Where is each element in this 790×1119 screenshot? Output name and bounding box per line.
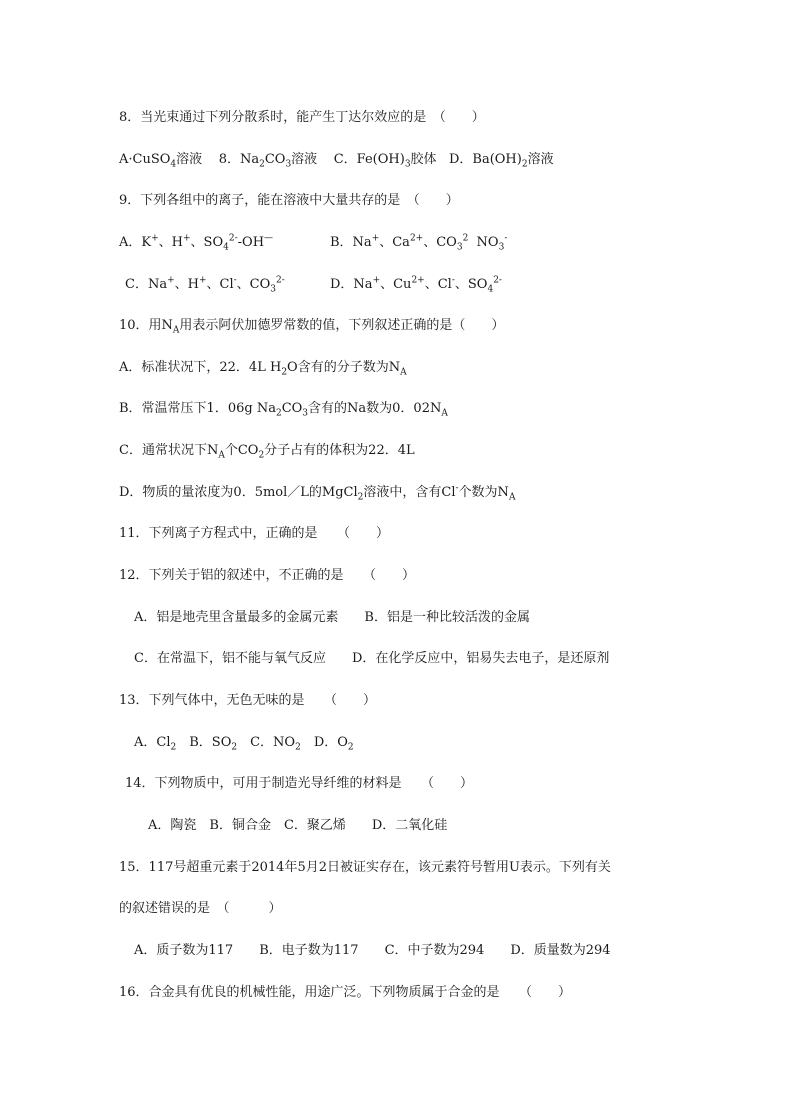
question-15-options: A．质子数为117 B．电子数为117 C．中子数为294 D．质量数为294: [134, 943, 611, 958]
question-10-option-b: B．常温常压下1．06g $Na_2CO_3$含有的Na数为0．$02N_A$: [119, 401, 448, 419]
question-9-option-d: D．Na+、$Cu^{2+}$、Cl-、$SO_4^{2-}$: [330, 275, 502, 295]
question-10-option-d: D．物质的量浓度为0．5mol／L的MgCl$_2$溶液中，含有Cl-个数为$N_A$: [119, 483, 516, 503]
question-10-option-c: C．通常状况下$N_A$个$CO_2$分子占有的体积为22．4L: [119, 443, 415, 461]
question-14-stem: 14．下列物质中，可用于制造光导纤维的材料是 （ ）: [125, 776, 474, 791]
option-b: 8．$Na_2CO_3$溶液: [218, 152, 318, 170]
question-15-stem-line-1: 15．117号超重元素于2014年5月2日被证实存在，该元素符号暂用U表示。下列有关: [119, 860, 611, 875]
question-15-stem-line-2: 的叙述错误的是 （ ）: [119, 901, 282, 916]
question-11-stem: 11．下列离子方程式中，正确的是 （ ）: [119, 526, 390, 541]
question-13-stem: 13．下列气体中，无色无味的是 （ ）: [119, 693, 377, 708]
question-12-options-cd: C．在常温下，铝不能与氧气反应 D．在化学反应中，铝易失去电子，是还原剂: [134, 651, 610, 666]
question-16-stem: 16．合金具有优良的机械性能，用途广泛。下列物质属于合金的是 （ ）: [119, 985, 572, 1000]
question-9-option-b: B．Na+、$Ca^{2+}$、$CO_3^2$ $NO_3^-$: [330, 233, 508, 253]
question-12-stem: 12．下列关于铝的叙述中，不正确的是 （ ）: [119, 568, 416, 583]
question-8-stem: 8．当光束通过下列分散系时，能产生丁达尔效应的是 （ ）: [119, 110, 485, 125]
question-8-options: [119, 151, 554, 169]
question-10-option-a: A．标准状况下，22．4L $H_2O$含有的分子数为$N_A$: [119, 360, 407, 378]
option-a: A·CuSO$_4$溶液: [119, 152, 203, 170]
question-12-options-ab: A．铝是地壳里含量最多的金属元素 B．铝是一种比较活泼的金属: [134, 610, 530, 625]
question-13-options: A．$Cl_2$ B．$SO_2$ C．$NO_2$ D．$O_2$: [134, 735, 354, 753]
question-14-options: A．陶瓷 B．铜合金 C．聚乙烯 D．二氧化硅: [148, 818, 448, 833]
question-9-option-a: A．K+、H+、$SO_4^{2-}-OH^—$: [119, 233, 274, 253]
question-9-stem: 9．下列各组中的离子，能在溶液中大量共存的是 （ ）: [119, 193, 459, 208]
question-10-stem: 10．用$N_A$用表示阿伏加德罗常数的值，下列叙述正确的是（ ）: [119, 318, 505, 336]
option-c: C．$Fe(OH)_3$胶体: [333, 152, 437, 170]
option-d: D．$Ba(OH)_2$溶液: [448, 152, 554, 170]
question-9-option-c: C．Na+、H+、Cl-、$CO_3^{2-}$: [125, 275, 285, 295]
